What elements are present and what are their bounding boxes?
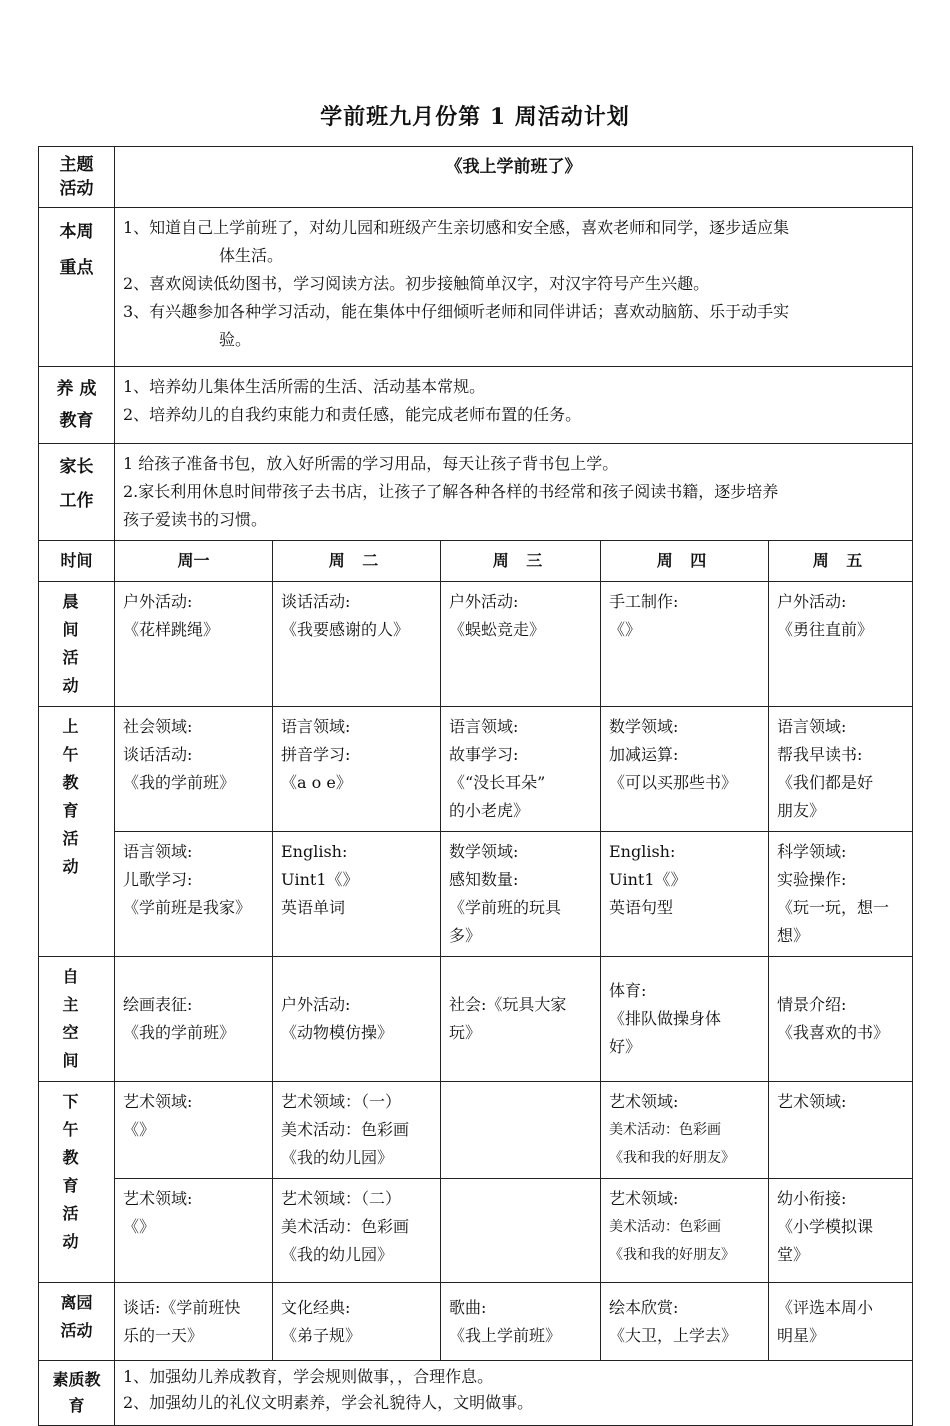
habit-content bbox=[115, 367, 913, 444]
day-thu: 周 四 bbox=[601, 541, 769, 582]
parent-content bbox=[115, 444, 913, 541]
am1-cell-fri: 语言领域: 帮我早读书: 《我们都是好 朋友》 bbox=[769, 707, 913, 832]
am-row-2 bbox=[39, 832, 913, 957]
free-cell-mon: 绘画表征: 《我的学前班》 bbox=[115, 957, 273, 1082]
morning-cell-tue: 谈话活动: 《我要感谢的人》 bbox=[273, 582, 441, 707]
pm1-cell-fri: 艺术领域: bbox=[769, 1082, 913, 1179]
day-header-row bbox=[39, 541, 913, 582]
free-cell-fri: 情景介绍: 《我喜欢的书》 bbox=[769, 957, 913, 1082]
parent-label: 家长 工作 bbox=[39, 444, 115, 541]
pm2-cell-wed bbox=[441, 1179, 601, 1283]
theme-row bbox=[39, 147, 913, 208]
page-title: 学前班九月份第 1 周活动计划 bbox=[320, 104, 630, 130]
theme-value: 《我上学前班了》 bbox=[115, 147, 913, 208]
morning-cell-wed: 户外活动: 《蜈蚣竞走》 bbox=[441, 582, 601, 707]
pm1-cell-wed bbox=[441, 1082, 601, 1179]
habit-row bbox=[39, 367, 913, 444]
am2-cell-tue: English: Uint1《》 英语单词 bbox=[273, 832, 441, 957]
parent-item: 1 给孩子准备书包，放入好所需的学习用品，每天让孩子背书包上学。 bbox=[123, 454, 619, 473]
habit-item: 1、培养幼儿集体生活所需的生活、活动基本常规。 bbox=[123, 377, 486, 396]
focus-row bbox=[39, 208, 913, 367]
focus-item: 1、知道自己上学前班了，对幼儿园和班级产生亲切感和安全感，喜欢老师和同学，逐步适应集 bbox=[123, 218, 790, 237]
am2-cell-mon: 语言领域: 儿歌学习: 《学前班是我家》 bbox=[115, 832, 273, 957]
morning-row bbox=[39, 582, 913, 707]
quality-item: 1、加强幼儿养成教育，学会规则做事，，合理作息。 bbox=[123, 1367, 494, 1386]
parent-item: 2.家长利用休息时间带孩子去书店，让孩子了解各种各样的书经常和孩子阅读书籍，逐步培养 bbox=[123, 482, 779, 501]
pm1-cell-mon: 艺术领域: 《》 bbox=[115, 1082, 273, 1179]
morning-label: 晨 间 活 动 bbox=[39, 582, 115, 707]
quality-item: 2、加强幼儿的礼仪文明素养，学会礼貌待人，文明做事。 bbox=[123, 1393, 534, 1412]
am2-cell-wed: 数学领域: 感知数量: 《学前班的玩具 多》 bbox=[441, 832, 601, 957]
focus-item-cont: 体生活。 bbox=[219, 246, 284, 265]
am-row-1 bbox=[39, 707, 913, 832]
free-label: 自 主 空 间 bbox=[39, 957, 115, 1082]
morning-cell-mon: 户外活动: 《花样跳绳》 bbox=[115, 582, 273, 707]
pm-label: 下 午 教 育 活 动 bbox=[39, 1082, 115, 1283]
pm-row-2 bbox=[39, 1179, 913, 1283]
free-row bbox=[39, 957, 913, 1082]
theme-label: 主题 活动 bbox=[39, 147, 115, 208]
leave-cell-tue: 文化经典: 《弟子规》 bbox=[273, 1283, 441, 1361]
habit-label: 养 成 教育 bbox=[39, 367, 115, 444]
pm2-cell-mon: 艺术领域: 《》 bbox=[115, 1179, 273, 1283]
focus-item: 2、喜欢阅读低幼图书，学习阅读方法。初步接触简单汉字，对汉字符号产生兴趣。 bbox=[123, 274, 710, 293]
am1-cell-wed: 语言领域: 故事学习: 《“没长耳朵” 的小老虎》 bbox=[441, 707, 601, 832]
free-cell-tue: 户外活动: 《动物模仿操》 bbox=[273, 957, 441, 1082]
am2-cell-thu: English: Uint1《》 英语句型 bbox=[601, 832, 769, 957]
leave-label: 离园 活动 bbox=[39, 1283, 115, 1361]
am1-cell-thu: 数学领域: 加减运算: 《可以买那些书》 bbox=[601, 707, 769, 832]
quality-content bbox=[115, 1361, 913, 1426]
parent-item: 孩子爱读书的习惯。 bbox=[123, 510, 268, 529]
leave-row bbox=[39, 1283, 913, 1361]
pm2-cell-tue: 艺术领域：（二） 美术活动：色彩画 《我的幼儿园》 bbox=[273, 1179, 441, 1283]
pm2-cell-thu: 艺术领域: 美术活动：色彩画 《我和我的好朋友》 bbox=[601, 1179, 769, 1283]
leave-cell-thu: 绘本欣赏: 《大卫，上学去》 bbox=[601, 1283, 769, 1361]
am1-cell-tue: 语言领域: 拼音学习: 《a o e》 bbox=[273, 707, 441, 832]
pm1-cell-tue: 艺术领域：（一） 美术活动：色彩画 《我的幼儿园》 bbox=[273, 1082, 441, 1179]
activity-plan-table bbox=[38, 146, 913, 1426]
day-fri: 周 五 bbox=[769, 541, 913, 582]
habit-item: 2、培养幼儿的自我约束能力和责任感，能完成老师布置的任务。 bbox=[123, 405, 582, 424]
day-mon: 周一 bbox=[115, 541, 273, 582]
quality-label: 素质教 育 bbox=[39, 1361, 115, 1426]
am-label: 上 午 教 育 活 动 bbox=[39, 707, 115, 957]
focus-content bbox=[115, 208, 913, 367]
leave-cell-mon: 谈话:《学前班快 乐的一天》 bbox=[115, 1283, 273, 1361]
parent-row bbox=[39, 444, 913, 541]
am2-cell-fri: 科学领域: 实验操作: 《玩一玩，想一 想》 bbox=[769, 832, 913, 957]
focus-label: 本周 重点 bbox=[39, 208, 115, 367]
focus-item-cont: 验。 bbox=[219, 330, 252, 349]
free-cell-wed: 社会:《玩具大家 玩》 bbox=[441, 957, 601, 1082]
pm-row-1 bbox=[39, 1082, 913, 1179]
leave-cell-wed: 歌曲: 《我上学前班》 bbox=[441, 1283, 601, 1361]
pm1-cell-thu: 艺术领域: 美术活动：色彩画 《我和我的好朋友》 bbox=[601, 1082, 769, 1179]
morning-cell-thu: 手工制作: 《》 bbox=[601, 582, 769, 707]
pm2-cell-fri: 幼小衔接: 《小学模拟课 堂》 bbox=[769, 1179, 913, 1283]
free-cell-thu: 体育: 《排队做操身体 好》 bbox=[601, 957, 769, 1082]
day-wed: 周 三 bbox=[441, 541, 601, 582]
leave-cell-fri: 《评选本周小 明星》 bbox=[769, 1283, 913, 1361]
time-header: 时间 bbox=[39, 541, 115, 582]
am1-cell-mon: 社会领域: 谈话活动: 《我的学前班》 bbox=[115, 707, 273, 832]
focus-item: 3、有兴趣参加各种学习活动，能在集体中仔细倾听老师和同伴讲话；喜欢动脑筋、乐于动手实 bbox=[123, 302, 790, 321]
day-tue: 周 二 bbox=[273, 541, 441, 582]
quality-row bbox=[39, 1361, 913, 1426]
morning-cell-fri: 户外活动: 《勇往直前》 bbox=[769, 582, 913, 707]
